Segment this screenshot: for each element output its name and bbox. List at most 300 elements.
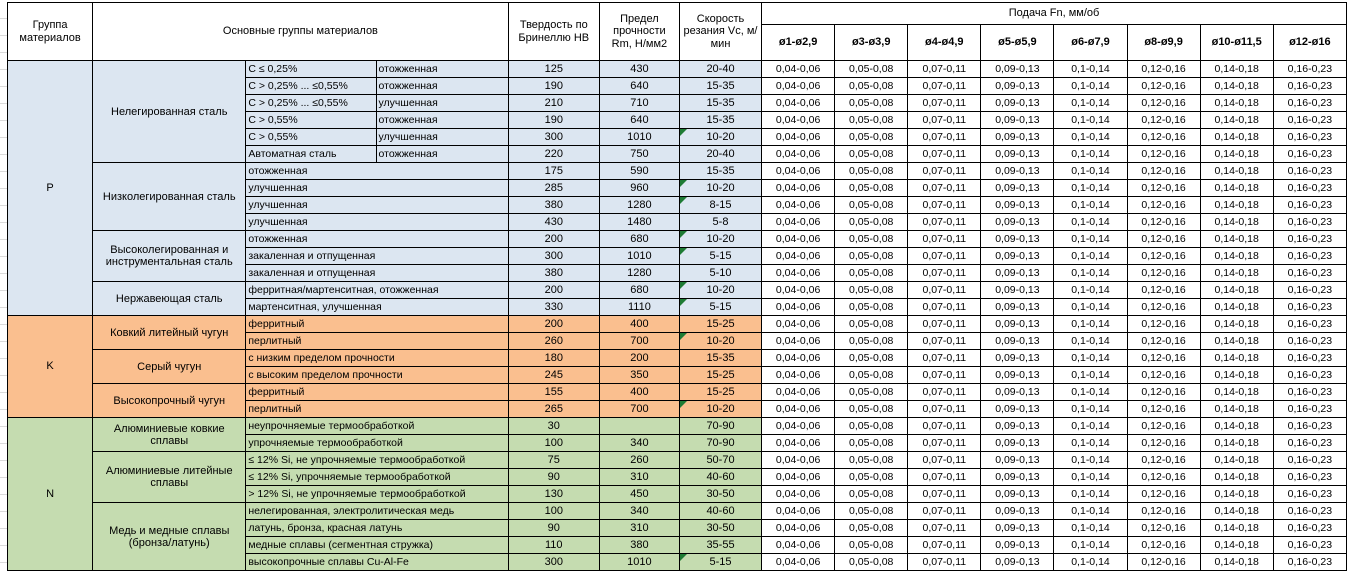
cell-vc[interactable]: [679, 350, 761, 367]
cell-rm[interactable]: [599, 435, 679, 452]
cell-hb[interactable]: [508, 231, 599, 248]
cell-feed[interactable]: 0,04-0,06: [762, 333, 835, 350]
cell-feed[interactable]: 0,07-0,11: [908, 316, 981, 333]
cell-feed[interactable]: 0,14-0,18: [1200, 146, 1273, 163]
cell-feed[interactable]: 0,09-0,13: [981, 486, 1054, 503]
cell-feed[interactable]: 0,14-0,18: [1200, 129, 1273, 146]
cell-subgroup[interactable]: Алюминиевые ковкие сплавы: [93, 418, 246, 452]
cell-feed[interactable]: 0,07-0,11: [908, 333, 981, 350]
cell-feed[interactable]: 0,1-0,14: [1054, 248, 1127, 265]
cell-feed[interactable]: 0,14-0,18: [1200, 384, 1273, 401]
cell-feed[interactable]: 0,07-0,11: [908, 112, 981, 129]
cell-detail[interactable]: улучшенная: [246, 214, 508, 231]
cell-hb[interactable]: [508, 435, 599, 452]
cell-subgroup[interactable]: Нержавеющая сталь: [93, 282, 246, 316]
cell-feed[interactable]: 0,14-0,18: [1200, 333, 1273, 350]
cell-feed[interactable]: 0,05-0,08: [835, 418, 908, 435]
cell-subgroup[interactable]: Низколегированная сталь: [93, 163, 246, 231]
cell-feed[interactable]: 0,09-0,13: [981, 282, 1054, 299]
cell-detail-composition[interactable]: Автоматная сталь: [246, 146, 376, 163]
cell-feed[interactable]: 0,14-0,18: [1200, 418, 1273, 435]
cell-feed[interactable]: 0,12-0,16: [1127, 554, 1200, 571]
cell-feed[interactable]: 0,07-0,11: [908, 163, 981, 180]
cell-feed[interactable]: 0,14-0,18: [1200, 350, 1273, 367]
cell-feed[interactable]: 0,09-0,13: [981, 299, 1054, 316]
cell-hb[interactable]: [508, 452, 599, 469]
cell-feed[interactable]: 0,09-0,13: [981, 401, 1054, 418]
cell-detail-composition[interactable]: C > 0,55%: [246, 129, 376, 146]
header-strength[interactable]: Предел прочности Rm, Н/мм2: [599, 3, 679, 61]
cell-feed[interactable]: 0,07-0,11: [908, 299, 981, 316]
cell-feed[interactable]: 0,12-0,16: [1127, 95, 1200, 112]
cell-feed[interactable]: 0,09-0,13: [981, 554, 1054, 571]
cell-feed[interactable]: 0,12-0,16: [1127, 384, 1200, 401]
cell-feed[interactable]: 0,04-0,06: [762, 248, 835, 265]
cell-feed[interactable]: 0,1-0,14: [1054, 78, 1127, 95]
cell-feed[interactable]: 0,04-0,06: [762, 367, 835, 384]
cell-hb[interactable]: [508, 61, 599, 78]
cell-feed[interactable]: 0,14-0,18: [1200, 520, 1273, 537]
cell-feed[interactable]: 0,14-0,18: [1200, 316, 1273, 333]
cell-feed[interactable]: 0,09-0,13: [981, 384, 1054, 401]
cell-feed[interactable]: 0,16-0,23: [1273, 299, 1346, 316]
cell-feed[interactable]: 0,04-0,06: [762, 78, 835, 95]
cell-hb[interactable]: [508, 112, 599, 129]
cell-feed[interactable]: 0,04-0,06: [762, 486, 835, 503]
cell-feed[interactable]: 0,12-0,16: [1127, 265, 1200, 282]
cell-feed[interactable]: 0,04-0,06: [762, 197, 835, 214]
cell-feed[interactable]: 0,12-0,16: [1127, 180, 1200, 197]
cell-hb[interactable]: [508, 401, 599, 418]
cell-vc[interactable]: [679, 384, 761, 401]
cell-feed[interactable]: 0,07-0,11: [908, 129, 981, 146]
cell-group-K[interactable]: K: [8, 316, 93, 418]
cell-feed[interactable]: 0,14-0,18: [1200, 163, 1273, 180]
cell-feed[interactable]: 0,05-0,08: [835, 214, 908, 231]
cell-vc[interactable]: [679, 537, 761, 554]
cell-group-N[interactable]: N: [8, 418, 93, 571]
cell-vc[interactable]: [679, 129, 761, 146]
cell-feed[interactable]: 0,12-0,16: [1127, 282, 1200, 299]
cell-feed[interactable]: 0,1-0,14: [1054, 367, 1127, 384]
cell-feed[interactable]: 0,16-0,23: [1273, 163, 1346, 180]
cell-feed[interactable]: 0,1-0,14: [1054, 316, 1127, 333]
cell-feed[interactable]: 0,1-0,14: [1054, 95, 1127, 112]
cell-hb[interactable]: [508, 95, 599, 112]
cell-rm[interactable]: [599, 248, 679, 265]
cell-subgroup[interactable]: Высокопрочный чугун: [93, 384, 246, 418]
cell-feed[interactable]: 0,14-0,18: [1200, 214, 1273, 231]
cell-feed[interactable]: 0,04-0,06: [762, 520, 835, 537]
cell-feed[interactable]: 0,16-0,23: [1273, 282, 1346, 299]
cell-vc[interactable]: [679, 146, 761, 163]
cell-hb[interactable]: [508, 214, 599, 231]
cell-feed[interactable]: 0,09-0,13: [981, 214, 1054, 231]
cell-feed[interactable]: 0,04-0,06: [762, 265, 835, 282]
cell-feed[interactable]: 0,04-0,06: [762, 163, 835, 180]
cell-feed[interactable]: 0,09-0,13: [981, 418, 1054, 435]
cell-feed[interactable]: 0,07-0,11: [908, 367, 981, 384]
cell-feed[interactable]: 0,07-0,11: [908, 418, 981, 435]
cell-vc[interactable]: [679, 435, 761, 452]
cell-feed[interactable]: 0,1-0,14: [1054, 486, 1127, 503]
cell-feed[interactable]: 0,09-0,13: [981, 537, 1054, 554]
cell-feed[interactable]: 0,04-0,06: [762, 503, 835, 520]
cell-feed[interactable]: 0,14-0,18: [1200, 231, 1273, 248]
cell-feed[interactable]: 0,09-0,13: [981, 163, 1054, 180]
cell-feed[interactable]: 0,05-0,08: [835, 333, 908, 350]
cell-feed[interactable]: 0,07-0,11: [908, 197, 981, 214]
cell-vc[interactable]: [679, 231, 761, 248]
cell-rm[interactable]: [599, 469, 679, 486]
cell-vc[interactable]: [679, 248, 761, 265]
cell-feed[interactable]: 0,14-0,18: [1200, 469, 1273, 486]
cell-feed[interactable]: 0,12-0,16: [1127, 503, 1200, 520]
header-hardness[interactable]: Твердость по Бринеллю HB: [508, 3, 599, 61]
cell-feed[interactable]: 0,07-0,11: [908, 265, 981, 282]
cell-feed[interactable]: 0,14-0,18: [1200, 486, 1273, 503]
cell-feed[interactable]: 0,05-0,08: [835, 384, 908, 401]
cell-feed[interactable]: 0,16-0,23: [1273, 503, 1346, 520]
cell-hb[interactable]: [508, 537, 599, 554]
cell-hb[interactable]: [508, 78, 599, 95]
cell-feed[interactable]: 0,05-0,08: [835, 265, 908, 282]
cell-feed[interactable]: 0,1-0,14: [1054, 163, 1127, 180]
cell-feed[interactable]: 0,05-0,08: [835, 452, 908, 469]
cell-rm[interactable]: [599, 350, 679, 367]
cell-vc[interactable]: [679, 282, 761, 299]
header-diameter-7[interactable]: ø10-ø11,5: [1200, 25, 1273, 61]
cell-feed[interactable]: 0,16-0,23: [1273, 231, 1346, 248]
cell-feed[interactable]: 0,05-0,08: [835, 486, 908, 503]
cell-feed[interactable]: 0,07-0,11: [908, 180, 981, 197]
cell-rm[interactable]: [599, 112, 679, 129]
cell-feed[interactable]: 0,14-0,18: [1200, 61, 1273, 78]
cell-detail[interactable]: неупрочняемые термообработкой: [246, 418, 508, 435]
cell-feed[interactable]: 0,16-0,23: [1273, 350, 1346, 367]
cell-feed[interactable]: 0,14-0,18: [1200, 435, 1273, 452]
cell-detail[interactable]: нелегированная, электролитическая медь: [246, 503, 508, 520]
cell-rm[interactable]: [599, 129, 679, 146]
cell-rm[interactable]: [599, 367, 679, 384]
cell-feed[interactable]: 0,1-0,14: [1054, 265, 1127, 282]
cell-rm[interactable]: [599, 61, 679, 78]
cell-feed[interactable]: 0,09-0,13: [981, 129, 1054, 146]
cell-feed[interactable]: 0,12-0,16: [1127, 248, 1200, 265]
cell-hb[interactable]: [508, 197, 599, 214]
cell-hb[interactable]: [508, 333, 599, 350]
cell-feed[interactable]: 0,14-0,18: [1200, 197, 1273, 214]
cell-feed[interactable]: 0,04-0,06: [762, 401, 835, 418]
cell-vc[interactable]: [679, 78, 761, 95]
cell-feed[interactable]: 0,04-0,06: [762, 231, 835, 248]
cell-feed[interactable]: 0,1-0,14: [1054, 197, 1127, 214]
cell-hb[interactable]: [508, 248, 599, 265]
cell-detail[interactable]: мартенситная, улучшенная: [246, 299, 508, 316]
cell-feed[interactable]: 0,09-0,13: [981, 95, 1054, 112]
cell-feed[interactable]: 0,09-0,13: [981, 265, 1054, 282]
cell-feed[interactable]: 0,05-0,08: [835, 503, 908, 520]
cell-vc[interactable]: [679, 265, 761, 282]
cell-feed[interactable]: 0,1-0,14: [1054, 537, 1127, 554]
cell-rm[interactable]: [599, 231, 679, 248]
header-diameter-4[interactable]: ø5-ø5,9: [981, 25, 1054, 61]
cell-feed[interactable]: 0,1-0,14: [1054, 503, 1127, 520]
cell-detail-state[interactable]: отожженная: [376, 146, 508, 163]
cell-feed[interactable]: 0,14-0,18: [1200, 554, 1273, 571]
cell-vc[interactable]: [679, 486, 761, 503]
cell-feed[interactable]: 0,16-0,23: [1273, 146, 1346, 163]
cell-rm[interactable]: [599, 163, 679, 180]
cell-hb[interactable]: [508, 486, 599, 503]
cell-feed[interactable]: 0,05-0,08: [835, 129, 908, 146]
cell-hb[interactable]: [508, 129, 599, 146]
cell-feed[interactable]: 0,12-0,16: [1127, 316, 1200, 333]
cell-feed[interactable]: 0,16-0,23: [1273, 486, 1346, 503]
cell-feed[interactable]: 0,04-0,06: [762, 452, 835, 469]
cell-feed[interactable]: 0,07-0,11: [908, 61, 981, 78]
cell-subgroup[interactable]: Серый чугун: [93, 350, 246, 384]
cell-feed[interactable]: 0,1-0,14: [1054, 333, 1127, 350]
cell-feed[interactable]: 0,04-0,06: [762, 146, 835, 163]
cell-group-P[interactable]: P: [8, 61, 93, 316]
cell-feed[interactable]: 0,1-0,14: [1054, 282, 1127, 299]
cell-feed[interactable]: 0,12-0,16: [1127, 214, 1200, 231]
cell-detail[interactable]: отожженная: [246, 163, 508, 180]
cell-subgroup[interactable]: Ковкий литейный чугун: [93, 316, 246, 350]
cell-vc[interactable]: [679, 214, 761, 231]
cell-vc[interactable]: [679, 469, 761, 486]
cell-feed[interactable]: 0,07-0,11: [908, 401, 981, 418]
cell-feed[interactable]: 0,12-0,16: [1127, 333, 1200, 350]
cell-feed[interactable]: 0,1-0,14: [1054, 61, 1127, 78]
cell-hb[interactable]: [508, 503, 599, 520]
cell-detail[interactable]: ферритный: [246, 316, 508, 333]
cell-feed[interactable]: 0,12-0,16: [1127, 367, 1200, 384]
cell-vc[interactable]: [679, 112, 761, 129]
cell-feed[interactable]: 0,05-0,08: [835, 231, 908, 248]
cell-feed[interactable]: 0,09-0,13: [981, 112, 1054, 129]
cell-detail-composition[interactable]: C > 0,55%: [246, 112, 376, 129]
cell-rm[interactable]: [599, 299, 679, 316]
cell-feed[interactable]: 0,07-0,11: [908, 282, 981, 299]
cell-feed[interactable]: 0,14-0,18: [1200, 265, 1273, 282]
cell-vc[interactable]: [679, 163, 761, 180]
cell-feed[interactable]: 0,16-0,23: [1273, 520, 1346, 537]
cell-feed[interactable]: 0,07-0,11: [908, 520, 981, 537]
cell-feed[interactable]: 0,04-0,06: [762, 112, 835, 129]
cell-hb[interactable]: [508, 367, 599, 384]
cell-feed[interactable]: 0,07-0,11: [908, 384, 981, 401]
cell-detail[interactable]: высокопрочные сплавы Cu-Al-Fe: [246, 554, 508, 571]
cell-feed[interactable]: 0,04-0,06: [762, 350, 835, 367]
cell-detail[interactable]: улучшенная: [246, 197, 508, 214]
header-diameter-8[interactable]: ø12-ø16: [1273, 25, 1346, 61]
cell-feed[interactable]: 0,16-0,23: [1273, 384, 1346, 401]
cell-detail[interactable]: закаленная и отпущенная: [246, 265, 508, 282]
cell-feed[interactable]: 0,09-0,13: [981, 435, 1054, 452]
cell-feed[interactable]: 0,09-0,13: [981, 333, 1054, 350]
cell-rm[interactable]: [599, 197, 679, 214]
cell-feed[interactable]: 0,07-0,11: [908, 452, 981, 469]
cell-feed[interactable]: 0,16-0,23: [1273, 129, 1346, 146]
cell-feed[interactable]: 0,05-0,08: [835, 435, 908, 452]
cell-feed[interactable]: 0,04-0,06: [762, 384, 835, 401]
cell-hb[interactable]: [508, 350, 599, 367]
cell-rm[interactable]: [599, 401, 679, 418]
cell-feed[interactable]: 0,1-0,14: [1054, 469, 1127, 486]
cell-feed[interactable]: 0,09-0,13: [981, 452, 1054, 469]
cell-feed[interactable]: 0,12-0,16: [1127, 129, 1200, 146]
cell-feed[interactable]: 0,07-0,11: [908, 95, 981, 112]
cell-feed[interactable]: 0,16-0,23: [1273, 265, 1346, 282]
cell-feed[interactable]: 0,07-0,11: [908, 78, 981, 95]
cell-feed[interactable]: 0,16-0,23: [1273, 61, 1346, 78]
cell-feed[interactable]: 0,07-0,11: [908, 537, 981, 554]
cell-rm[interactable]: [599, 95, 679, 112]
cell-feed[interactable]: 0,07-0,11: [908, 469, 981, 486]
cell-feed[interactable]: 0,07-0,11: [908, 503, 981, 520]
cell-vc[interactable]: [679, 367, 761, 384]
cell-feed[interactable]: 0,12-0,16: [1127, 452, 1200, 469]
cell-feed[interactable]: 0,07-0,11: [908, 350, 981, 367]
cell-feed[interactable]: 0,12-0,16: [1127, 401, 1200, 418]
header-feed[interactable]: Подача Fn, мм/об: [762, 3, 1347, 25]
cell-feed[interactable]: 0,04-0,06: [762, 95, 835, 112]
cell-detail[interactable]: отожженная: [246, 231, 508, 248]
cell-feed[interactable]: 0,05-0,08: [835, 299, 908, 316]
cell-feed[interactable]: 0,1-0,14: [1054, 112, 1127, 129]
cell-vc[interactable]: [679, 61, 761, 78]
cell-feed[interactable]: 0,05-0,08: [835, 180, 908, 197]
cell-feed[interactable]: 0,16-0,23: [1273, 112, 1346, 129]
cell-feed[interactable]: 0,04-0,06: [762, 61, 835, 78]
cell-rm[interactable]: [599, 554, 679, 571]
cell-feed[interactable]: 0,04-0,06: [762, 537, 835, 554]
cell-rm[interactable]: [599, 180, 679, 197]
cell-feed[interactable]: 0,09-0,13: [981, 248, 1054, 265]
cell-feed[interactable]: 0,09-0,13: [981, 367, 1054, 384]
cell-detail[interactable]: с высоким пределом прочности: [246, 367, 508, 384]
cell-feed[interactable]: 0,12-0,16: [1127, 146, 1200, 163]
cell-feed[interactable]: 0,05-0,08: [835, 367, 908, 384]
cell-feed[interactable]: 0,04-0,06: [762, 469, 835, 486]
cell-detail[interactable]: медные сплавы (сегментная стружка): [246, 537, 508, 554]
cell-subgroup[interactable]: Медь и медные сплавы (бронза/латунь): [93, 503, 246, 571]
cell-feed[interactable]: 0,1-0,14: [1054, 520, 1127, 537]
cell-feed[interactable]: 0,16-0,23: [1273, 367, 1346, 384]
cell-detail[interactable]: упрочняемые термообработкой: [246, 435, 508, 452]
cell-hb[interactable]: [508, 554, 599, 571]
cell-feed[interactable]: 0,1-0,14: [1054, 129, 1127, 146]
header-speed[interactable]: Скорость резания Vc, м/мин: [679, 3, 761, 61]
cell-feed[interactable]: 0,05-0,08: [835, 469, 908, 486]
cell-feed[interactable]: 0,09-0,13: [981, 503, 1054, 520]
cell-detail-state[interactable]: улучшенная: [376, 95, 508, 112]
cell-feed[interactable]: 0,14-0,18: [1200, 78, 1273, 95]
cell-vc[interactable]: [679, 418, 761, 435]
cell-vc[interactable]: [679, 452, 761, 469]
cell-feed[interactable]: 0,12-0,16: [1127, 350, 1200, 367]
cell-vc[interactable]: [679, 503, 761, 520]
cell-detail-composition[interactable]: C ≤ 0,25%: [246, 61, 376, 78]
cell-vc[interactable]: [679, 95, 761, 112]
cell-feed[interactable]: 0,05-0,08: [835, 282, 908, 299]
cell-feed[interactable]: 0,04-0,06: [762, 316, 835, 333]
cell-feed[interactable]: 0,09-0,13: [981, 78, 1054, 95]
cell-feed[interactable]: 0,14-0,18: [1200, 401, 1273, 418]
cell-feed[interactable]: 0,07-0,11: [908, 554, 981, 571]
cell-hb[interactable]: [508, 180, 599, 197]
cell-feed[interactable]: 0,1-0,14: [1054, 435, 1127, 452]
cell-feed[interactable]: 0,12-0,16: [1127, 299, 1200, 316]
cell-detail[interactable]: > 12% Si, не упрочняемые термообработкой: [246, 486, 508, 503]
cell-feed[interactable]: 0,05-0,08: [835, 112, 908, 129]
cell-feed[interactable]: 0,09-0,13: [981, 231, 1054, 248]
cell-feed[interactable]: 0,1-0,14: [1054, 554, 1127, 571]
cell-feed[interactable]: 0,1-0,14: [1054, 299, 1127, 316]
cell-feed[interactable]: 0,16-0,23: [1273, 333, 1346, 350]
cell-feed[interactable]: 0,05-0,08: [835, 316, 908, 333]
cell-hb[interactable]: [508, 163, 599, 180]
cell-hb[interactable]: [508, 282, 599, 299]
cell-detail[interactable]: ≤ 12% Si, не упрочняемые термообработкой: [246, 452, 508, 469]
cell-detail[interactable]: латунь, бронза, красная латунь: [246, 520, 508, 537]
header-diameter-3[interactable]: ø4-ø4,9: [908, 25, 981, 61]
cell-detail[interactable]: ферритная/мартенситная, отожженная: [246, 282, 508, 299]
cell-hb[interactable]: [508, 146, 599, 163]
cell-rm[interactable]: [599, 520, 679, 537]
cell-vc[interactable]: [679, 520, 761, 537]
cell-hb[interactable]: [508, 316, 599, 333]
cell-vc[interactable]: [679, 554, 761, 571]
cell-feed[interactable]: 0,16-0,23: [1273, 554, 1346, 571]
cell-feed[interactable]: 0,05-0,08: [835, 554, 908, 571]
cell-detail[interactable]: ≤ 12% Si, упрочняемые термообработкой: [246, 469, 508, 486]
header-main-groups[interactable]: Основные группы материалов: [93, 3, 509, 61]
cell-feed[interactable]: 0,12-0,16: [1127, 520, 1200, 537]
header-diameter-2[interactable]: ø3-ø3,9: [835, 25, 908, 61]
cell-feed[interactable]: 0,14-0,18: [1200, 452, 1273, 469]
cell-hb[interactable]: [508, 520, 599, 537]
cell-feed[interactable]: 0,04-0,06: [762, 435, 835, 452]
cell-feed[interactable]: 0,05-0,08: [835, 401, 908, 418]
cell-feed[interactable]: 0,05-0,08: [835, 146, 908, 163]
cell-feed[interactable]: 0,05-0,08: [835, 78, 908, 95]
cell-vc[interactable]: [679, 401, 761, 418]
cell-vc[interactable]: [679, 197, 761, 214]
cell-subgroup[interactable]: Нелегированная сталь: [93, 61, 246, 163]
cell-feed[interactable]: 0,16-0,23: [1273, 537, 1346, 554]
cell-detail-state[interactable]: отожженная: [376, 61, 508, 78]
cell-feed[interactable]: 0,05-0,08: [835, 163, 908, 180]
cell-feed[interactable]: 0,1-0,14: [1054, 146, 1127, 163]
cell-feed[interactable]: 0,14-0,18: [1200, 503, 1273, 520]
cell-feed[interactable]: 0,04-0,06: [762, 282, 835, 299]
cell-feed[interactable]: 0,12-0,16: [1127, 61, 1200, 78]
cell-detail-state[interactable]: отожженная: [376, 112, 508, 129]
cell-vc[interactable]: [679, 180, 761, 197]
cell-feed[interactable]: 0,09-0,13: [981, 316, 1054, 333]
cell-detail-state[interactable]: отожженная: [376, 78, 508, 95]
cell-feed[interactable]: 0,07-0,11: [908, 146, 981, 163]
cell-feed[interactable]: 0,09-0,13: [981, 520, 1054, 537]
cell-feed[interactable]: 0,16-0,23: [1273, 248, 1346, 265]
cell-feed[interactable]: 0,07-0,11: [908, 248, 981, 265]
cell-feed[interactable]: 0,16-0,23: [1273, 401, 1346, 418]
cell-feed[interactable]: 0,05-0,08: [835, 61, 908, 78]
header-diameter-6[interactable]: ø8-ø9,9: [1127, 25, 1200, 61]
